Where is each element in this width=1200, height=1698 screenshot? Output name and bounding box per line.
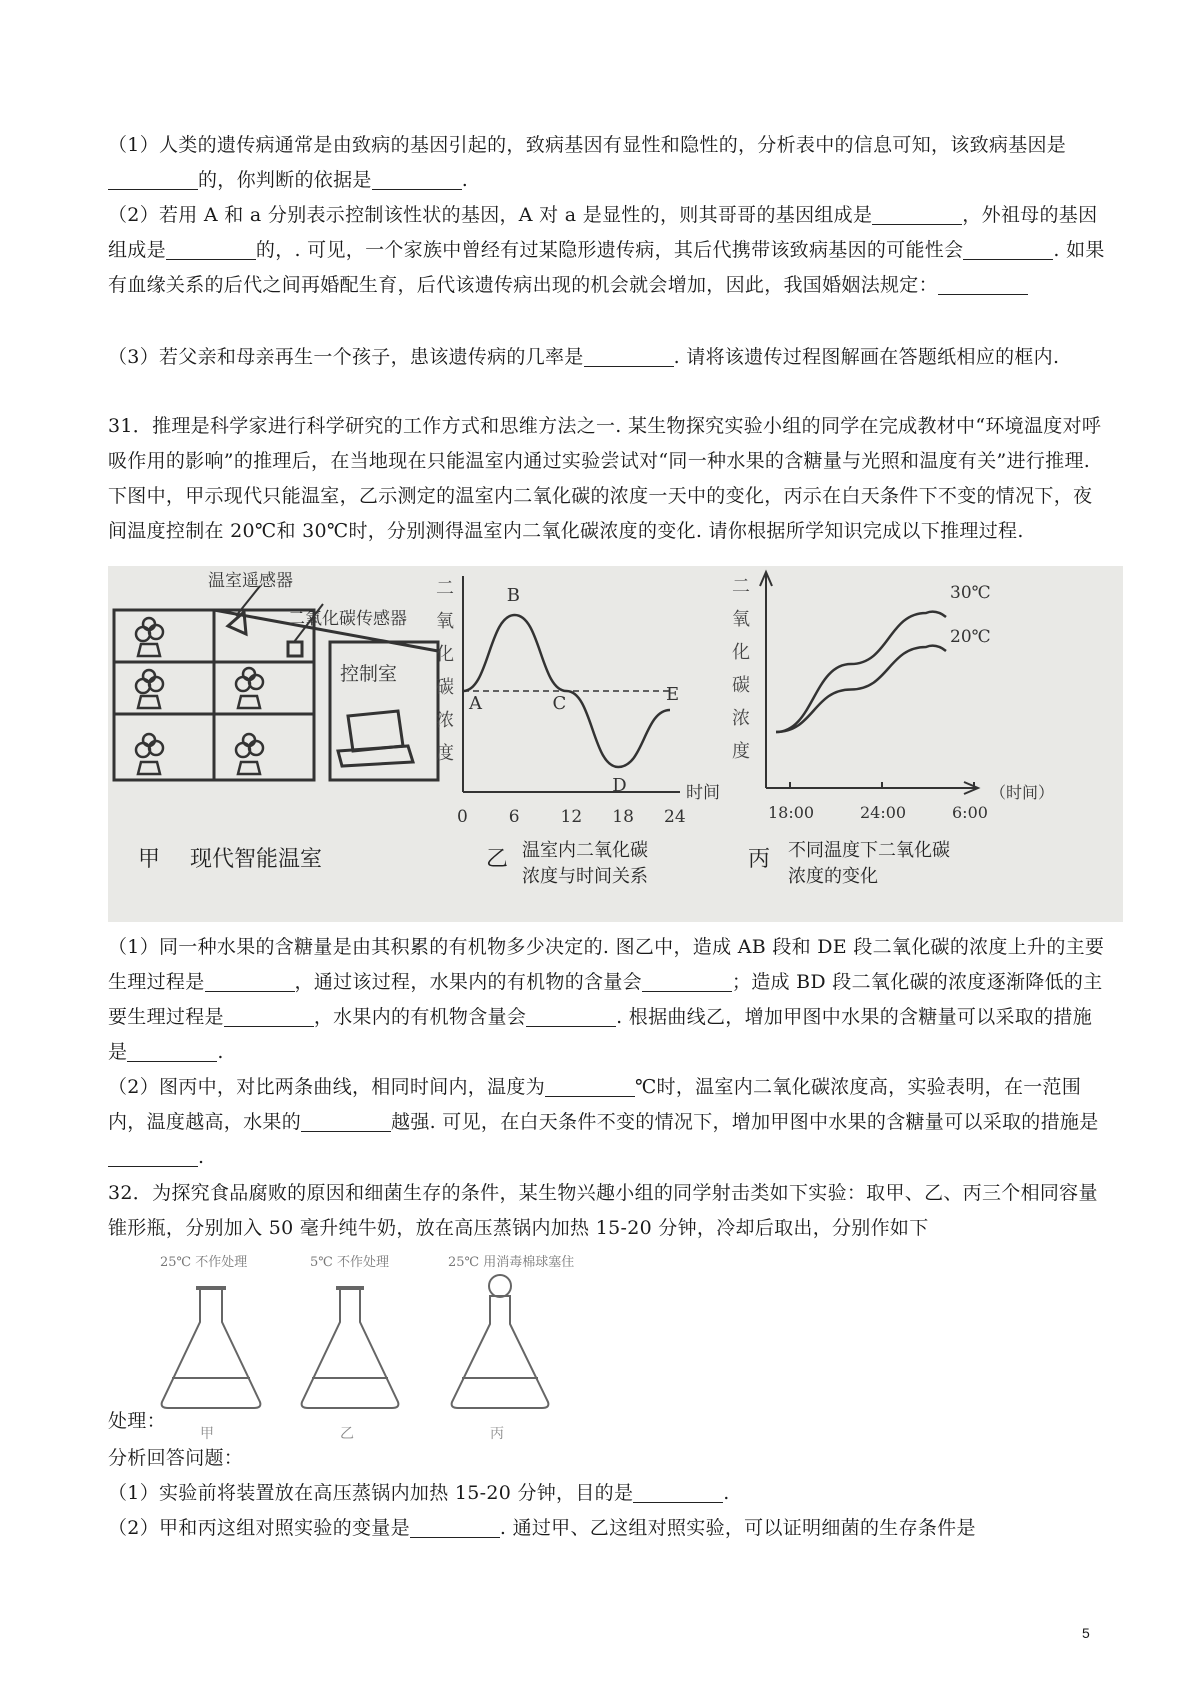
yi-tick-label: 18 [612,807,634,827]
bing-ylabel-char: 化 [732,642,750,663]
q31-figure [108,566,1123,922]
answer-blank[interactable] [108,1146,198,1167]
plant-icon [236,668,263,708]
q31-figure-svg [108,566,1123,922]
answer-blank[interactable] [372,169,462,190]
q32-part1: （1）实验前将装置放在高压蒸锅内加热 15-20 分钟，目的是 . [108,1482,730,1504]
bing-tick-label: 24:00 [860,803,907,822]
bing-tick-label: 18:00 [768,803,815,822]
flask-yi-label: 乙 [340,1426,354,1442]
plant-icon [136,618,163,656]
answer-blank[interactable] [127,1041,217,1062]
bing-caption-line2: 浓度的变化 [788,866,878,887]
q32-analysis-label: 分析回答问题： [108,1447,244,1469]
yi-point-label: D [612,775,627,796]
yi-point-label: A [469,693,482,714]
bing-tick-label: 6:00 [952,803,988,822]
bing-series-30 [776,612,946,732]
yi-caption-line2: 浓度与时间关系 [522,866,648,887]
q32-intro: 32．为探究食品腐败的原因和细菌生存的条件，某生物兴趣小组的同学射击类如下实验：取甲、乙、丙三个相同容量锥形瓶，分别加入 50 毫升纯牛奶，放在高压蒸锅内加热 15-20 分钟，冷却后取出，分别作如下 [108,1182,1098,1239]
yi-ylabel-char: 化 [436,644,454,665]
flask-yi-condition: 5℃ 不作处理 [310,1255,389,1270]
yi-x-unit: 时间 [686,783,720,803]
yi-ylabel-char: 氧 [436,611,454,632]
plant-icon [136,670,163,708]
bing-ylabel [732,576,750,762]
computer-icon [348,711,403,751]
greenhouse-left-shelf [114,610,214,780]
yi-tick-labels [457,807,686,827]
answer-blank[interactable] [545,1076,635,1097]
bing-ylabel-char: 碳 [732,675,750,696]
q30-part3: （3）若父亲和母亲再生一个孩子，患该遗传病的几率是 . 请将该遗传过程图解画在答题纸相应的框内. [108,346,1060,368]
answer-blank[interactable] [108,169,198,190]
co2-sensor-icon [288,642,302,656]
answer-blank[interactable] [963,239,1053,260]
answer-blank[interactable] [526,1006,616,1027]
bing-ylabel-char: 度 [732,741,750,762]
yi-caption-line1: 温室内二氧化碳 [522,840,648,861]
answer-blank[interactable] [584,346,674,367]
yi-ylabel-char: 度 [436,743,454,764]
q31-intro: 31．推理是科学家进行科学研究的工作方式和思维方法之一. 某生物探究实验小组的同学在完成教材中“环境温度对呼吸作用的影响”的推理后，在当地现在只能温室内通过实验尝试对“同一种水果的含糖量与光照和温度有关”进行推理. 下图中，甲示现代只能温室，乙示测定的温室内二氧化碳的浓度一天中的变化，丙示在白天条件下不变的情况下，夜间温度控制在 20℃和 30℃时，分别测得温室内二氧化碳浓度的变化. 请你根据所学知识完成以下推理过程. [108,415,1102,542]
answer-blank[interactable] [872,204,962,225]
yi-point-label: E [666,684,680,705]
q30-part1: （1）人类的遗传病通常是由致病的基因引起的，致病基因有显性和隐性的，分析表中的信息可知，该致病基因是的，你判断的依据是 . [108,134,1067,191]
jia-caption: 现代智能温室 [190,847,323,872]
jia-caption-letter: 甲 [138,847,161,872]
answer-blank[interactable] [642,971,732,992]
bing-x-unit: （时间） [990,783,1055,802]
yi-ylabel-char: 二 [436,578,454,599]
yi-ylabel-char: 碳 [436,677,454,698]
flask-jia-label: 甲 [200,1426,214,1442]
yi-tick-label: 12 [560,807,583,827]
bing-legend-30: 30℃ [950,583,991,603]
answer-blank[interactable] [410,1517,500,1538]
q31-part2: （2）图丙中，对比两条曲线，相同时间内，温度为 ℃时，温室内二氧化碳浓度高，实验表明，在一范围内，温度越高，水果的 越强. 可见，在白天条件不变的情况下，增加甲图中水果的含糖量可以采取的措施是. [108,1076,1099,1168]
yi-tick-label: 0 [457,807,468,827]
answer-blank[interactable] [301,1111,391,1132]
sensor-label: 温室遥感器 [208,571,293,591]
yi-point-label: B [506,585,520,606]
yi-point-label: C [552,693,567,714]
bing-ylabel-char: 二 [732,576,750,597]
q32-treatment-label: 处理： [108,1410,166,1432]
answer-blank[interactable] [205,971,295,992]
yi-tick-label: 24 [664,807,686,827]
bing-ylabel-char: 氧 [732,609,750,630]
answer-blank[interactable] [224,1006,314,1027]
plant-icon [236,734,263,774]
flask-jia-condition: 25℃ 不作处理 [160,1255,248,1270]
co2-sensor-label: 二氧化碳传感器 [288,609,407,629]
answer-blank[interactable] [633,1482,723,1503]
page-number: 5 [1082,1625,1090,1641]
q32-part2: （2）甲和丙这组对照实验的变量是 . 通过甲、乙这组对照实验，可以证明细菌的生存条件是 [108,1517,976,1539]
answer-blank[interactable] [166,239,256,260]
plant-pots [136,618,263,774]
yi-caption-letter: 乙 [486,847,509,872]
cotton-ball-icon [489,1275,511,1297]
flask-bing-condition: 25℃ 用消毒棉球塞住 [448,1255,575,1270]
q31-part1: （1）同一种水果的含糖量是由其积累的有机物多少决定的. 图乙中，造成 AB 段和 DE 段二氧化碳的浓度上升的主要生理过程是 ，通过该过程，水果内的有机物的含量会 ；造成 BD 段二氧化碳的浓度逐渐降低的主要生理过程是 ，水果内的有机物含量会 . 根据曲线乙，增加甲图中水果的含糖量可以采取的措施是 . [108,936,1105,1063]
bing-caption-letter: 丙 [748,847,771,872]
bing-legend-20: 20℃ [950,627,991,647]
yi-tick-label: 6 [508,807,520,827]
answer-blank[interactable] [938,274,1028,295]
bing-ylabel-char: 浓 [732,708,750,729]
yi-ylabel-char: 浓 [436,710,454,731]
plant-icon [136,734,163,774]
flask-bing-label: 丙 [490,1426,504,1442]
bing-chart [732,572,1054,887]
control-room-label: 控制室 [340,663,398,685]
bing-caption-line1: 不同温度下二氧化碳 [788,840,950,861]
yi-chart [436,576,720,887]
q30-part2: （2）若用 A 和 a 分别表示控制该性状的基因，A 对 a 是显性的，则其哥哥的基因组成是 ，外祖母的基因组成是 的，. 可见，一个家族中曾经有过某隐形遗传病，其后代携带该致病基因的可能性会 . 如果有血缘关系的后代之间再婚配生育，后代该遗传病出现的机会就会增加，因此，我国婚姻法规定： [108,204,1105,296]
